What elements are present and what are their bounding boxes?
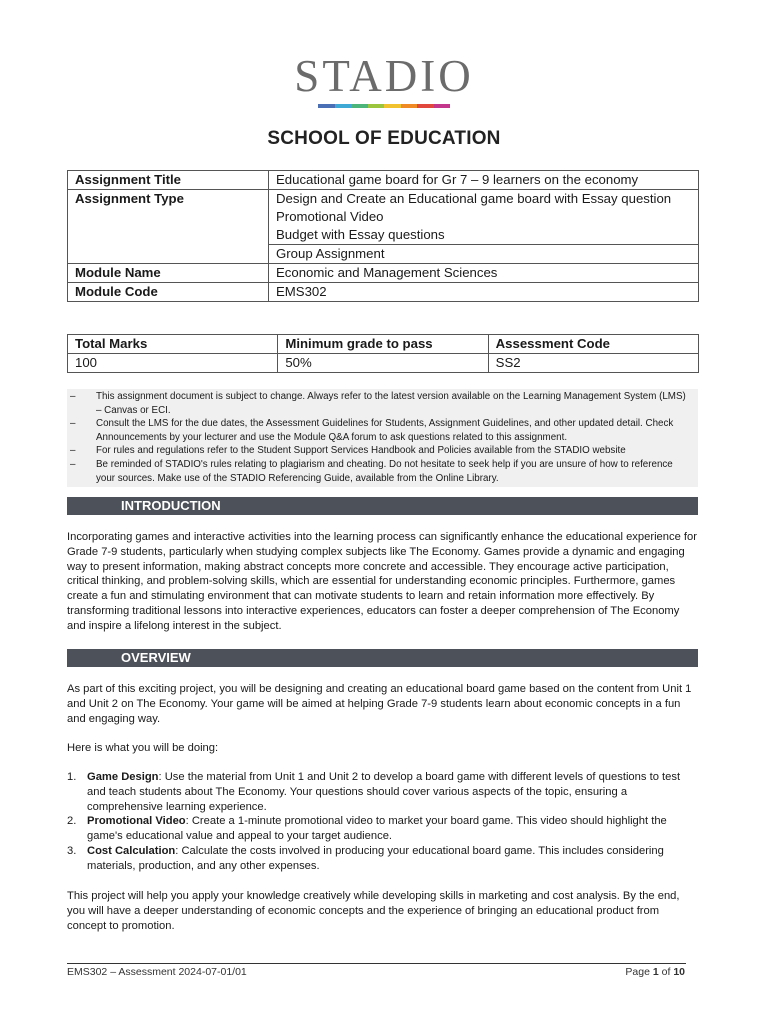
introduction-heading: INTRODUCTION (121, 498, 221, 513)
page-word: Page (625, 966, 650, 978)
logo-stripe-segment (401, 104, 418, 108)
steps-list (67, 770, 698, 874)
step-text: : Use the material from Unit 1 and Unit 2 to develop a board game with different levels of questions to test and teach students about The Economy. Your questions should cover various aspects of the topic, ensuring a comprehensive learning experience. (87, 771, 681, 813)
table-row (68, 171, 699, 190)
list-item (67, 390, 698, 417)
assignment-title-value: Educational game board for Gr 7 – 9 learners on the economy (269, 171, 699, 190)
table-header-row (68, 335, 699, 354)
introduction-text: Incorporating games and interactive activities into the learning process can significantly enhance the educational experience for Grade 7-9 students, particularly when studying complex subjects like The Economy. Games provide a dynamic and engaging way to present information, making abstract concepts more concrete and accessible. They encourage active participation, critical thinking, and problem-solving skills, which are essential for understanding economic principles. Furthermore, games create a fun and stimulating environment that can motivate students to learn and retain information more effectively. By transforming traditional lessons into interactive experiences, educators can foster a deeper comprehension of The Economy and inspire a lifelong interest in the subject. (67, 531, 697, 632)
step-title: Game Design (87, 771, 159, 783)
of-word: of (661, 966, 671, 978)
minimum-grade-header: Minimum grade to pass (278, 335, 488, 354)
marks-table (67, 334, 699, 373)
logo-stripe-segment (434, 104, 451, 108)
overview-closing: This project will help you apply your knowledge creatively while developing skills in marketing and cost analysis. By the end, you will have a deeper understanding of economic concepts and the experience of bringing an educational product from concept to promotion. (67, 890, 680, 932)
step-text: : Create a 1-minute promotional video to market your board game. This video should highlight the game's educational value and appeal to your target audience. (87, 815, 667, 843)
table-row (68, 283, 699, 302)
overview-intro: As part of this exciting project, you will be designing and creating an educational board game based on the content from Unit 1 and Unit 2 on The Economy. Your game will be aimed at helping Grade 7-9 students learn about economic concepts in a fun and engaging way. (67, 683, 692, 725)
bullet-dash: – (70, 458, 76, 470)
overview-heading-bar (67, 649, 698, 667)
assignment-type-value: Budget with Essay questions (269, 226, 699, 245)
list-item (67, 444, 698, 458)
assignment-type-value: Promotional Video (269, 208, 699, 226)
list-item (67, 814, 698, 844)
notes-box (67, 389, 698, 487)
logo-color-stripe (318, 104, 450, 108)
logo-text: STADIO (294, 51, 474, 101)
step-title: Cost Calculation (87, 844, 176, 857)
overview-lead: Here is what you will be doing: (67, 742, 219, 754)
logo-stripe-segment (335, 104, 352, 108)
step-number: 3. (67, 844, 77, 857)
module-name-label: Module Name (68, 264, 269, 283)
assessment-code-value: SS2 (488, 354, 698, 373)
list-item (67, 770, 698, 814)
current-page: 1 (652, 966, 659, 978)
step-number: 2. (67, 815, 77, 828)
note-text: Be reminded of STADIO's rules relating to plagiarism and cheating. Do not hesitate to seek help if you are unsure of how to reference your sources. Make use of the STADIO Referencing Guide, available from the Online Library. (96, 458, 673, 484)
logo-stripe-segment (318, 104, 335, 108)
total-marks-value: 100 (68, 354, 278, 373)
total-marks-header: Total Marks (68, 335, 278, 354)
assignment-title-label: Assignment Title (68, 171, 269, 190)
overview-heading: OVERVIEW (121, 650, 191, 665)
assignment-type-label: Assignment Type (68, 190, 269, 264)
logo-stripe-segment (368, 104, 385, 108)
minimum-grade-value: 50% (278, 354, 488, 373)
step-number: 1. (67, 771, 77, 783)
page-number (625, 966, 685, 978)
bullet-dash: – (70, 445, 76, 457)
assignment-type-value: Design and Create an Educational game board with Essay question (269, 190, 699, 209)
logo-stripe-segment (351, 104, 368, 108)
table-row (68, 264, 699, 283)
bullet-dash: – (70, 418, 76, 430)
bullet-dash: – (70, 391, 76, 402)
introduction-heading-bar (67, 497, 698, 515)
module-name-value: Economic and Management Sciences (269, 264, 699, 283)
module-code-value: EMS302 (269, 283, 699, 302)
note-text: This assignment document is subject to change. Always refer to the latest version available on the Learning Management System (LMS) – Canvas or ECI. (96, 391, 686, 416)
total-pages: 10 (673, 966, 685, 978)
page-title: SCHOOL OF EDUCATION (267, 128, 501, 149)
step-title: Promotional Video (87, 815, 186, 828)
list-item (67, 844, 698, 874)
module-code-label: Module Code (68, 283, 269, 302)
list-item (67, 417, 698, 444)
assignment-type-value: Group Assignment (269, 245, 699, 264)
note-text: For rules and regulations refer to the Student Support Services Handbook and Policies available from the STADIO website (96, 445, 626, 457)
note-text: Consult the LMS for the due dates, the Assessment Guidelines for Students, Assignment Guidelines, and other updated detail. Check Announcements by your lecturer and use the Module Q&A forum to ask questions related to this assignment. (96, 418, 674, 443)
footer-document-code: EMS302 – Assessment 2024-07-01/01 (67, 966, 247, 978)
stadio-logo (0, 52, 768, 108)
logo-stripe-segment (417, 104, 434, 108)
assessment-code-header: Assessment Code (488, 335, 698, 354)
footer-divider (67, 963, 686, 964)
table-row (68, 190, 699, 209)
assignment-info-table (67, 170, 699, 302)
table-row (68, 354, 699, 373)
logo-stripe-segment (384, 104, 401, 108)
list-item (67, 458, 698, 485)
step-text: : Calculate the costs involved in producing your educational board game. This includes considering materials, production, and any other expenses. (87, 844, 664, 872)
